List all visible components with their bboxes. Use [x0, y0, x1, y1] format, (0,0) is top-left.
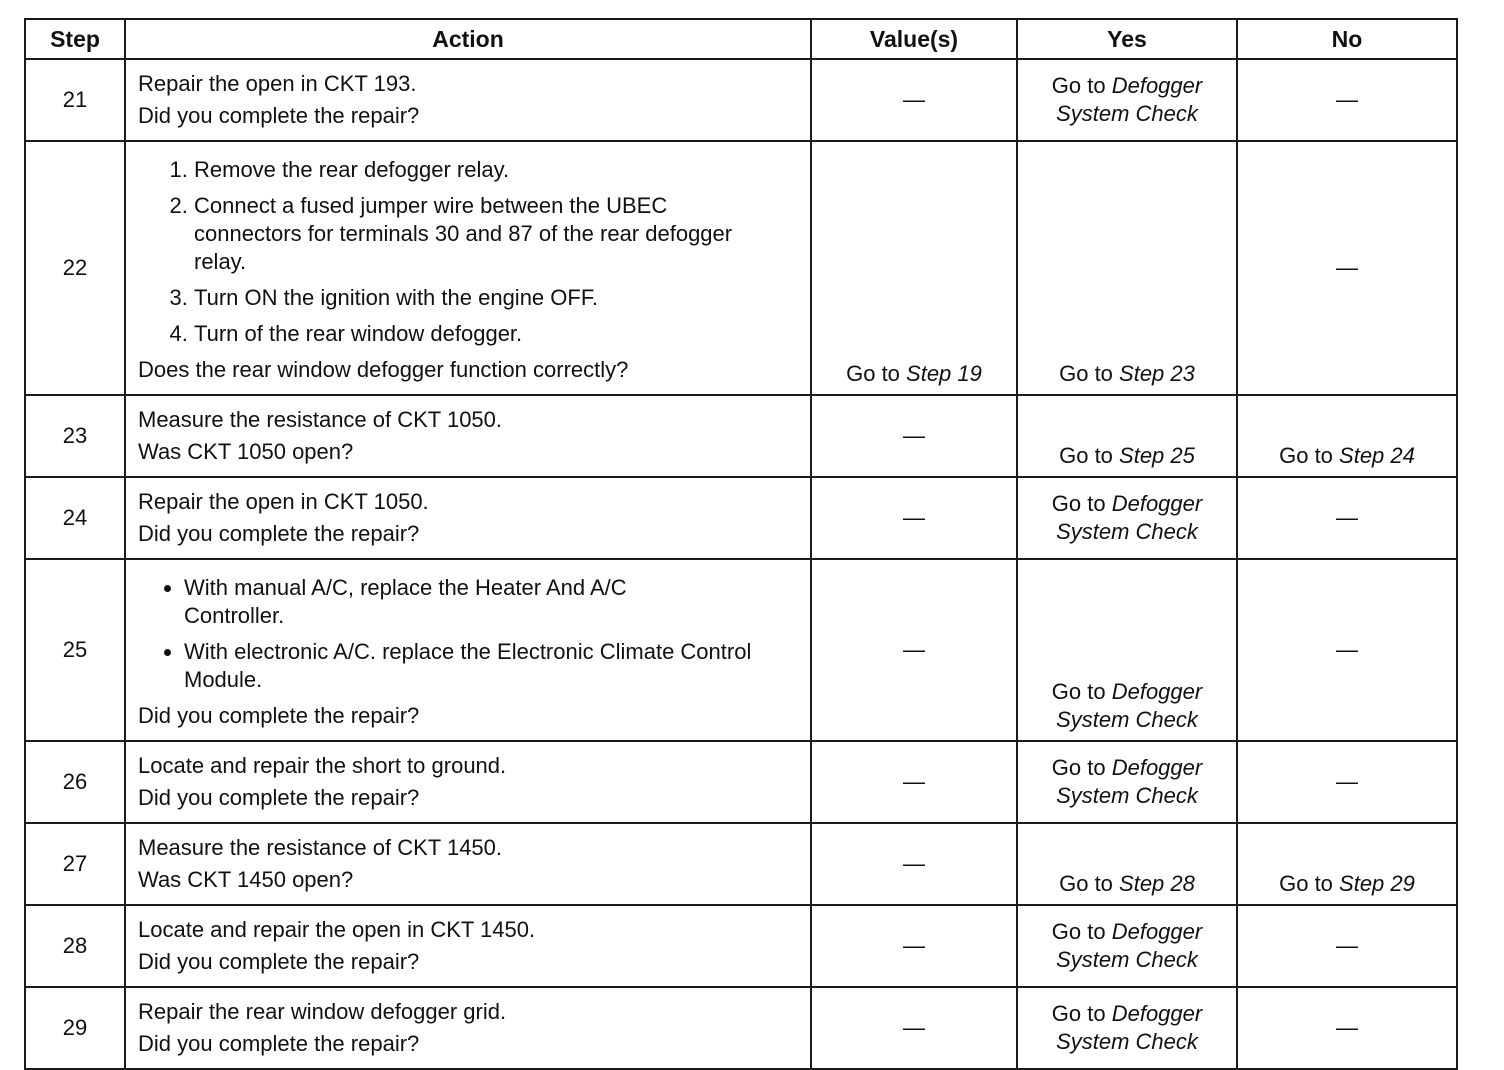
action-bullet: • With manual A/C, replace the Heater And A/C Controller. [184, 574, 798, 630]
no-cell [1237, 59, 1457, 141]
goto-text: Go to [1051, 1001, 1112, 1026]
goto-text: Go to [1279, 443, 1340, 468]
value-cell [811, 59, 1017, 141]
step-number: 27 [25, 823, 125, 905]
goto-text: Go to [1059, 871, 1120, 896]
table-row [25, 141, 1457, 395]
dash: — [1336, 1015, 1358, 1040]
step-number: 21 [25, 59, 125, 141]
action-text: Measure the resistance of CKT 1050. [138, 407, 503, 432]
goto-text: Go to [1051, 919, 1112, 944]
dash: — [903, 851, 925, 876]
action-question: Did you complete the repair? [138, 103, 420, 128]
goto-text: Go to [1279, 871, 1340, 896]
yes-cell [1017, 59, 1237, 141]
action-step: 1. Remove the rear defogger relay. [194, 156, 798, 184]
goto-link[interactable]: Step 29 [1339, 871, 1415, 896]
no-cell [1237, 823, 1457, 905]
value-cell [811, 477, 1017, 559]
goto-link[interactable]: Step 23 [1119, 361, 1195, 386]
goto-text: Go to [1059, 443, 1120, 468]
value-cell [811, 905, 1017, 987]
yes-cell [1017, 477, 1237, 559]
no-cell [1237, 477, 1457, 559]
action-cell [125, 559, 811, 741]
action-cell [125, 395, 811, 477]
goto-text: Go to [1059, 361, 1120, 386]
goto-link[interactable]: Defogger [1111, 919, 1203, 944]
action-question: Did you complete the repair? [138, 521, 420, 546]
table-row [25, 905, 1457, 987]
action-question: Did you complete the repair? [138, 949, 420, 974]
goto-link[interactable]: Step 25 [1119, 443, 1195, 468]
no-cell [1237, 987, 1457, 1069]
goto-link[interactable]: Step 19 [906, 361, 982, 386]
action-question: Was CKT 1450 open? [138, 867, 354, 892]
dash: — [903, 933, 925, 958]
action-cell [125, 477, 811, 559]
action-text: Repair the rear window defogger grid. [138, 999, 507, 1024]
goto-text: Go to [1051, 679, 1112, 704]
action-bullet: • With electronic A/C. replace the Electronic Climate Control Module. [184, 638, 798, 694]
action-cell [125, 59, 811, 141]
header-row [25, 19, 1457, 59]
no-cell [1237, 741, 1457, 823]
goto-link[interactable]: Defogger [1111, 73, 1203, 98]
step-number: 22 [25, 141, 125, 395]
dash: — [903, 505, 925, 530]
yes-cell [1017, 141, 1237, 395]
dash: — [1336, 505, 1358, 530]
goto-text: Go to [1051, 755, 1112, 780]
header-value: Value(s) [811, 19, 1017, 59]
action-step: 2. Connect a fused jumper wire between the UBEC connectors for terminals 30 and 87 of the rear defogger relay. [194, 192, 798, 276]
action-text: Locate and repair the open in CKT 1450. [138, 917, 536, 942]
no-cell [1237, 395, 1457, 477]
yes-cell [1017, 395, 1237, 477]
step-number: 25 [25, 559, 125, 741]
no-cell [1237, 141, 1457, 395]
goto-link[interactable]: Defogger [1111, 755, 1203, 780]
action-step: 3. Turn ON the ignition with the engine OFF. [194, 284, 798, 312]
action-question: Was CKT 1050 open? [138, 439, 354, 464]
table-row [25, 395, 1457, 477]
action-cell [125, 141, 811, 395]
dash: — [1336, 255, 1358, 280]
dash: — [1336, 933, 1358, 958]
action-cell [125, 905, 811, 987]
goto-link[interactable]: System Check [1056, 947, 1198, 972]
action-question: Did you complete the repair? [138, 1031, 420, 1056]
value-cell [811, 559, 1017, 741]
goto-text: Go to [1051, 491, 1112, 516]
yes-cell [1017, 741, 1237, 823]
dash: — [1336, 769, 1358, 794]
step-number: 23 [25, 395, 125, 477]
goto-link[interactable]: Defogger [1111, 1001, 1203, 1026]
action-question: Did you complete the repair? [138, 785, 420, 810]
action-question: Does the rear window defogger function correctly? [138, 357, 629, 382]
table-row [25, 823, 1457, 905]
goto-link[interactable]: System Check [1056, 101, 1198, 126]
dash: — [1336, 637, 1358, 662]
step-number: 26 [25, 741, 125, 823]
yes-cell [1017, 823, 1237, 905]
table-row [25, 559, 1457, 741]
table-row [25, 741, 1457, 823]
goto-text: Go to [1051, 73, 1112, 98]
step-number: 24 [25, 477, 125, 559]
yes-cell [1017, 559, 1237, 741]
dash: — [1336, 87, 1358, 112]
action-step: 4. Turn of the rear window defogger. [194, 320, 798, 348]
goto-link[interactable]: System Check [1056, 783, 1198, 808]
goto-link[interactable]: System Check [1056, 1029, 1198, 1054]
action-text: Repair the open in CKT 193. [138, 71, 417, 96]
header-action: Action [125, 19, 811, 59]
step-number: 29 [25, 987, 125, 1069]
action-cell [125, 823, 811, 905]
dash: — [903, 769, 925, 794]
value-cell [811, 741, 1017, 823]
goto-link[interactable]: Step 24 [1339, 443, 1415, 468]
value-cell [811, 987, 1017, 1069]
goto-link[interactable]: System Check [1056, 519, 1198, 544]
header-no: No [1237, 19, 1457, 59]
table-row [25, 987, 1457, 1069]
dash: — [903, 637, 925, 662]
value-cell [811, 141, 1017, 395]
action-text: Measure the resistance of CKT 1450. [138, 835, 503, 860]
action-cell [125, 741, 811, 823]
header-yes: Yes [1017, 19, 1237, 59]
table-row [25, 59, 1457, 141]
goto-link[interactable]: System Check [1056, 707, 1198, 732]
yes-cell [1017, 905, 1237, 987]
action-cell [125, 987, 811, 1069]
no-cell [1237, 905, 1457, 987]
table-row [25, 477, 1457, 559]
action-text: Repair the open in CKT 1050. [138, 489, 429, 514]
no-cell [1237, 559, 1457, 741]
diagnostic-table [24, 18, 1458, 1070]
dash: — [903, 87, 925, 112]
step-number: 28 [25, 905, 125, 987]
header-step: Step [25, 19, 125, 59]
action-question: Did you complete the repair? [138, 703, 420, 728]
goto-link[interactable]: Step 28 [1119, 871, 1195, 896]
dash: — [903, 1015, 925, 1040]
yes-cell [1017, 987, 1237, 1069]
goto-link[interactable]: Defogger [1111, 679, 1203, 704]
action-text: Locate and repair the short to ground. [138, 753, 507, 778]
value-cell [811, 823, 1017, 905]
value-cell [811, 395, 1017, 477]
dash: — [903, 423, 925, 448]
goto-text: Go to [846, 361, 907, 386]
goto-link[interactable]: Defogger [1111, 491, 1203, 516]
